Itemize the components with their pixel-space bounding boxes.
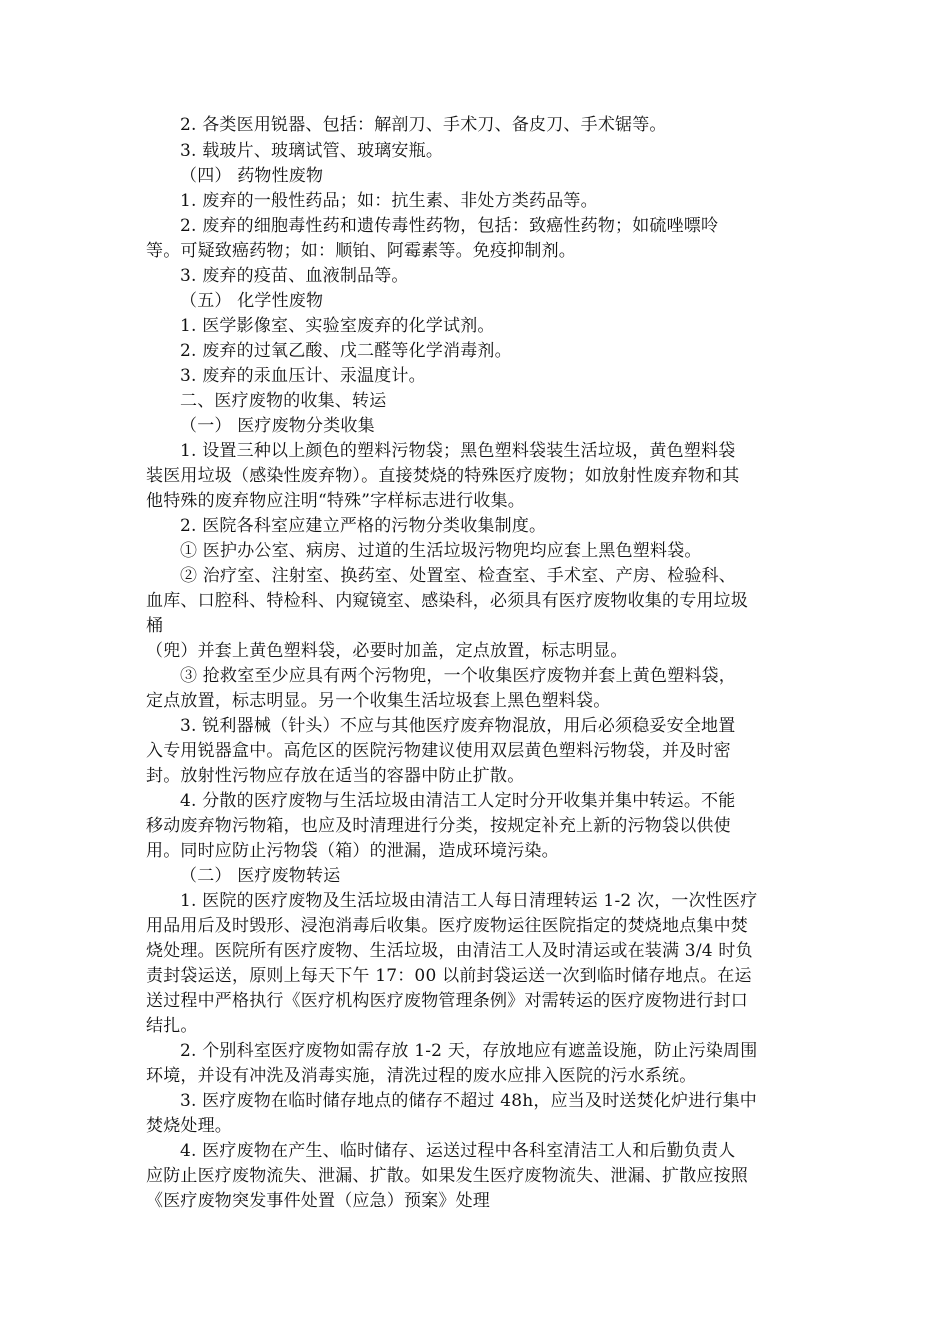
text-line: 2. 医院各科室应建立严格的污物分类收集制度。 — [180, 516, 547, 536]
text-line: 4. 医疗废物在产生、临时储存、运送过程中各科室清洁工人和后勤负责人 — [180, 1141, 736, 1161]
text-line: 3. 医疗废物在临时储存地点的储存不超过 48h，应当及时送焚化炉进行集中 — [180, 1091, 758, 1111]
text-line: 封。放射性污物应存放在适当的容器中防止扩散。 — [146, 766, 525, 786]
section-heading: 二、医疗废物的收集、转运 — [180, 391, 387, 411]
text-line: 血库、口腔科、特检科、内窥镜室、感染科，必须具有医疗废物收集的专用垃圾 — [146, 591, 748, 611]
section-heading: （一） 医疗废物分类收集 — [180, 416, 375, 436]
text-line: 2. 各类医用锐器、包括：解剖刀、手术刀、备皮刀、手术锯等。 — [180, 115, 667, 135]
text-line: 2. 废弃的细胞毒性药和遗传毒性药物，包括：致癌性药物；如硫唑嘌呤 — [180, 216, 719, 236]
text-line: 1. 医院的医疗废物及生活垃圾由清洁工人每日清理转运 1-2 次，一次性医疗 — [180, 891, 758, 911]
text-line: 结扎。 — [146, 1016, 198, 1036]
text-line: 2. 个别科室医疗废物如需存放 1-2 天，存放地应有遮盖设施，防止污染周围 — [180, 1041, 758, 1061]
text-line: 等。可疑致癌药物；如：顺铂、阿霉素等。免疫抑制剂。 — [146, 241, 576, 261]
text-line: 定点放置，标志明显。另一个收集生活垃圾套上黑色塑料袋。 — [146, 691, 611, 711]
text-line: 烧处理。医院所有医疗废物、生活垃圾，由清洁工人及时清运或在装满 3/4 时负 — [146, 941, 753, 961]
text-line: 4. 分散的医疗废物与生活垃圾由清洁工人定时分开收集并集中转运。不能 — [180, 791, 736, 811]
text-line: 装医用垃圾（感染性废弃物）。直接焚烧的特殊医疗废物；如放射性废弃物和其 — [146, 466, 740, 486]
text-line: 《医疗废物突发事件处置（应急）预案》处理 — [146, 1191, 490, 1211]
text-line: ② 治疗室、注射室、换药室、处置室、检查室、手术室、产房、检验科、 — [180, 566, 737, 586]
text-line: 3. 废弃的疫苗、血液制品等。 — [180, 266, 409, 286]
text-line: 3. 载玻片、玻璃试管、玻璃安瓶。 — [180, 141, 444, 161]
text-line: 送过程中严格执行《医疗机构医疗废物管理条例》对需转运的医疗废物进行封口 — [146, 991, 748, 1011]
text-line: 1. 设置三种以上颜色的塑料污物袋；黑色塑料袋装生活垃圾，黄色塑料袋 — [180, 441, 736, 461]
text-line: 1. 废弃的一般性药品；如：抗生素、非处方类药品等。 — [180, 191, 598, 211]
text-line: 用。同时应防止污物袋（箱）的泄漏，造成环境污染。 — [146, 841, 559, 861]
text-line: 入专用锐器盒中。高危区的医院污物建议使用双层黄色塑料污物袋，并及时密 — [146, 741, 731, 761]
text-line: ① 医护办公室、病房、过道的生活垃圾污物兜均应套上黑色塑料袋。 — [180, 541, 702, 561]
section-heading: （五） 化学性废物 — [180, 291, 324, 311]
section-heading: （二） 医疗废物转运 — [180, 866, 341, 886]
text-line: 应防止医疗废物流失、泄漏、扩散。如果发生医疗废物流失、泄漏、扩散应按照 — [146, 1166, 748, 1186]
text-line: 移动废弃物污物箱，也应及时清理进行分类，按规定补充上新的污物袋以供使 — [146, 816, 731, 836]
text-line: 他特殊的废弃物应注明“特殊”字样标志进行收集。 — [146, 491, 525, 511]
text-line: ③ 抢救室至少应具有两个污物兜，一个收集医疗废物并套上黄色塑料袋， — [180, 666, 737, 686]
text-line: 桶 — [146, 616, 164, 636]
text-line: 责封袋运送，原则上每天下午 17：00 以前封袋运送一次到临时储存地点。在运 — [146, 966, 752, 986]
text-line: 3. 废弃的汞血压计、汞温度计。 — [180, 366, 426, 386]
section-heading: （四） 药物性废物 — [180, 166, 324, 186]
text-line: 1. 医学影像室、实验室废弃的化学试剂。 — [180, 316, 495, 336]
text-line: 3. 锐利器械（针头）不应与其他医疗废弃物混放，用后必须稳妥安全地置 — [180, 716, 736, 736]
text-line: 环境，并设有冲洗及消毒实施，清洗过程的废水应排入医院的污水系统。 — [146, 1066, 697, 1086]
text-line: 2. 废弃的过氧乙酸、戊二醛等化学消毒剂。 — [180, 341, 512, 361]
text-line: （兜）并套上黄色塑料袋，必要时加盖，定点放置，标志明显。 — [146, 641, 628, 661]
text-line: 用品用后及时毁形、浸泡消毒后收集。医疗废物运往医院指定的焚烧地点集中焚 — [146, 916, 748, 936]
text-line: 焚烧处理。 — [146, 1116, 232, 1136]
